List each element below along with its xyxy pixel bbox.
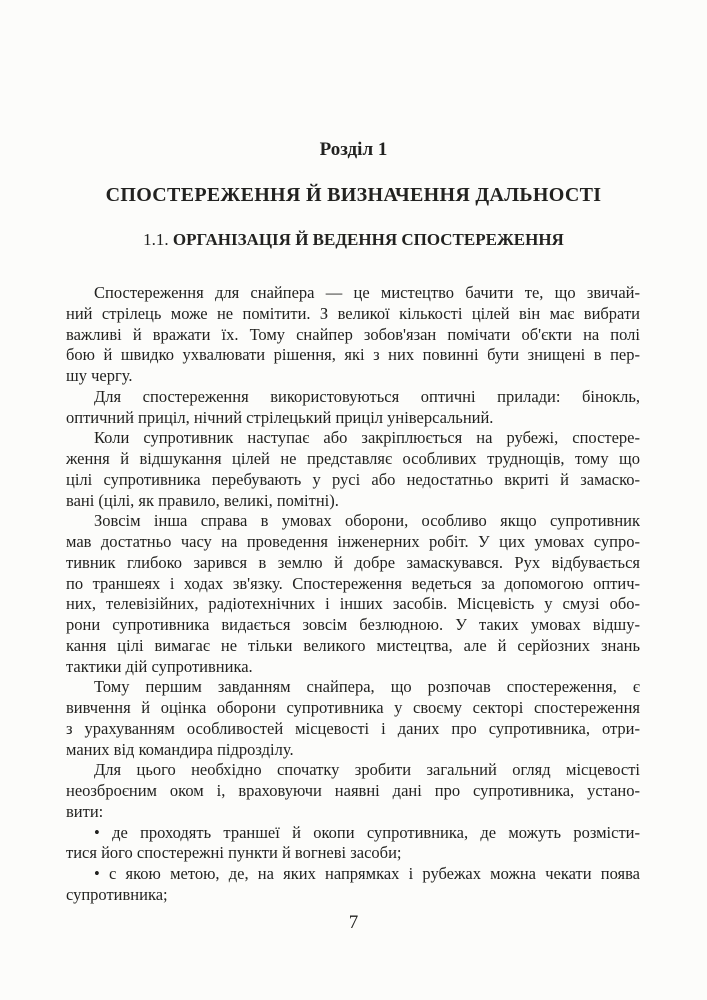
- paragraph: [66, 823, 640, 865]
- text-line: тися його спостережні пункти й вогневі засоби;: [66, 843, 402, 863]
- text-line: тактики дій супротивника.: [66, 656, 253, 676]
- text-line: цілі супротивника перебувають у русі або недостатньо вкриті й замаско-: [66, 469, 640, 489]
- section-number: 1.1.: [143, 230, 169, 249]
- text-line: оптичний приціл, нічний стрілецький приціл універсальний.: [66, 407, 494, 427]
- text-line: Коли супротивник наступає або закріплюється на рубежі, спостере-: [94, 428, 640, 448]
- text-line: них, телевізійних, радіотехнічних і інших засобів. Місцевість у смузі обо-: [66, 594, 640, 614]
- paragraph: [66, 864, 640, 906]
- text-line: супротивника;: [66, 884, 168, 904]
- chapter-title: СПОСТЕРЕЖЕННЯ Й ВИЗНАЧЕННЯ ДАЛЬНОСТІ: [105, 184, 602, 206]
- text-line: ний стрілець може не помітити. З великої кількості цілей він має вибрати: [66, 303, 640, 323]
- text-line: з урахуванням особливостей місцевості і даних про супротивника, отри-: [66, 718, 640, 738]
- text-line: • с якою метою, де, на яких напрямках і рубежах можна чекати поява: [94, 864, 640, 883]
- text-line: по траншеях і ходах зв'язку. Спостереження ведеться за допомогою оптич-: [66, 573, 640, 593]
- chapter-kicker: Розділ 1: [319, 139, 388, 160]
- text-line: бою й швидко ухвалювати рішення, які з них повинні бути знищені в пер-: [66, 345, 640, 365]
- text-line: Тому першим завданням снайпера, що розпочав спостереження, є: [94, 677, 640, 697]
- text-line: ження й відшукання цілей не представляє особливих труднощів, тому що: [66, 449, 640, 468]
- text-line: Зовсім інша справа в умовах оборони, особливо якщо супротивник: [94, 511, 640, 531]
- paragraph: [66, 428, 640, 511]
- text-line: кання цілі вимагає не тільки великого мистецтва, але й серйозних знань: [66, 635, 640, 655]
- paragraph: [66, 511, 640, 677]
- text-line: Спостереження для снайпера — це мистецтво бачити те, що звичай-: [94, 283, 640, 302]
- paragraph: [66, 760, 640, 822]
- text-line: • де проходять траншеї й окопи супротивника, де можуть розмісти-: [94, 822, 640, 842]
- text-line: вивчення й оцінка оборони супротивника у своєму секторі спостереження: [66, 698, 640, 717]
- paragraph: [66, 677, 640, 760]
- paragraph: [66, 387, 640, 429]
- text-line: вані (цілі, як правило, великі, помітні).: [66, 490, 339, 510]
- page-number: 7: [348, 912, 359, 933]
- text-line: шу чергу.: [66, 366, 133, 385]
- text-line: Для цього необхідно спочатку зробити загальний огляд місцевості: [94, 760, 640, 780]
- section-heading: [0, 229, 707, 251]
- text-line: неозброєним оком і, враховуючи наявні дані про супротивника, устано-: [66, 781, 640, 800]
- paragraph: [66, 283, 640, 387]
- text-line: Для спостереження використовуються оптичні прилади: бінокль,: [94, 386, 640, 406]
- section-title: ОРГАНІЗАЦІЯ Й ВЕДЕННЯ СПОСТЕРЕЖЕННЯ: [172, 230, 564, 249]
- text-line: маних від командира підрозділу.: [66, 739, 294, 759]
- text-line: вити:: [66, 801, 104, 821]
- text-line: тивник глибоко зарився в землю й добре замаскувався. Рух відбувається: [66, 552, 640, 572]
- text-line: мав достатньо часу на проведення інженерних робіт. У цих умовах супро-: [66, 532, 640, 551]
- text-line: рони супротивника видається зовсім безлюдною. У таких умовах відшу-: [66, 615, 640, 634]
- body-text: [66, 283, 640, 906]
- text-line: важливі й вражати їх. Тому снайпер зобов'язан помічати об'єкти на полі: [66, 324, 640, 344]
